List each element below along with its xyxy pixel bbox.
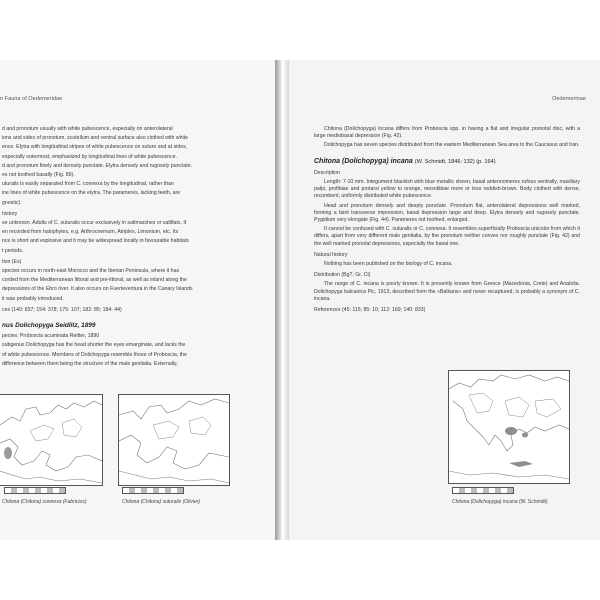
- map-outline-suturalis: [119, 395, 229, 485]
- left-line: difference between them being the structure of the male genitalia. Externally,: [2, 360, 178, 367]
- left-heading-natural-history: history: [2, 210, 18, 217]
- species-title-author: (W. Schmidt, 1846: 132) (p. 164): [414, 158, 496, 165]
- book-gutter: [275, 60, 289, 540]
- distribution-map-connexa: [0, 394, 103, 486]
- left-line: uturalis is easily separated from C. connexa by the longitudinal, rather than: [2, 181, 174, 188]
- left-line: ine lines of white pubescence on the elytra. The parameres, lacking teeth, are: [2, 190, 181, 197]
- left-line: d and pronotum finely and densely punctate. Elytra densely and rugosely punctate.: [2, 162, 193, 169]
- map-scale-bar: [122, 487, 184, 494]
- left-line: en recorded from halophytes, e.g. Arthrocnemum, Atriplex, Limonium, etc. Its: [2, 229, 179, 236]
- description-heading: Description: [314, 169, 340, 176]
- left-line: t periods.: [2, 247, 24, 254]
- right-column: [314, 126, 580, 316]
- left-line: gnostic).: [2, 199, 22, 206]
- right-intro-paragraph: Dolichopyga has seven species distributed from the eastern Mediterranean Sea area to the Caucasus and Iran.: [324, 142, 580, 149]
- caption-connexa: Chitona (Chitona) connexa (Fabricius): [2, 499, 87, 505]
- left-references: ces (140: 837; 154: 378; 175: 107; 182: 85; 184: 44): [2, 306, 122, 313]
- references-text: References (45: 115; 85: 10; 112: 169; 140: 833): [314, 307, 426, 314]
- map-scale-bar: [4, 487, 66, 494]
- left-line: ence. Elytra with longitudinal stripes of white pubescence on suture and at sides,: [2, 144, 188, 151]
- natural-history-text: Nothing has been published on the biology of C. incana.: [324, 261, 453, 268]
- left-line: es not toothed basally (Fig. 89).: [2, 172, 75, 179]
- distribution-text: The range of C. incana is poorly known. It is presently known from Greece (Macedonia, Crete) and Anatolia. Dolichopyga balcanica Pic, 1913, described form the «Balkans» and never recaptured, is probably a synonym of C. incana.: [314, 281, 580, 302]
- caption-incana-author: (W. Schmidt): [518, 499, 548, 505]
- description-paragraph: Head and pronotum densely and deeply punctate. Pronotum flat, anterolateral depressions well marked, forming a faint transverse impression, basal depression large and deep. Elytra densely and rugosely punctate. Pygidium very elongate (Fig. 44). Parameres not toothed, enlarged.: [314, 202, 580, 224]
- left-line: subgenus Dolichopyga has the head shorter the eyes emarginate, and lacks the: [2, 342, 186, 349]
- natural-history-heading: Natural history: [314, 251, 348, 258]
- left-running-head: n Fauna of Oedemeridae: [0, 96, 63, 102]
- left-line: corded from the Mediterranean littoral and pre-littoral, as well as inland along the: [2, 277, 187, 284]
- map-scale-bar: [452, 487, 514, 494]
- description-paragraph: Length: 7-10 mm. Integument blackish with blue metallic sheen, basal antennomeres rufous ventrally, maxillary palpi, profibiae and protarsi yellow to orange, mesotibiae more or less reddish-brown. Body clothed with dense, recumbent, uniformly distributed white pubescence.: [314, 179, 580, 200]
- caption-incana: [452, 499, 548, 505]
- map-outline-incana: [449, 371, 569, 483]
- caption-incana-name: Chitona (Dolichopyga) incana: [452, 499, 518, 505]
- left-line: d and pronotum usually with white pubescence, especially on anterolateral: [2, 126, 173, 132]
- caption-suturalis: Chitona (Chitona) suturalis (Olivier): [122, 499, 201, 505]
- species-title-name: Chitona (Dolichopyga) incana: [314, 157, 413, 165]
- description-paragraph: It cannot be confused with C. suturalis or C. connexa. It resembles superficially Proboscia unicolor from which it differs, apart from very different male genitalia, by the pronotum neither convex nor roughly punctate (Fig. 42) and the well marked pronotal depressions, especially the basal one.: [314, 226, 580, 247]
- distribution-map-incana: [448, 370, 570, 484]
- map-outline-connexa: [0, 395, 102, 485]
- left-line: nce is short and explosive and it may be widespread locally in favourable habitats: [2, 238, 189, 245]
- left-line: ions and sides of pronotum, scutellum and ventral surface also clothed with white: [2, 135, 188, 142]
- left-heading-distribution: tion (Es): [2, 258, 22, 265]
- distribution-map-suturalis: [118, 394, 230, 486]
- left-line: especially outermost, emphasized by longitudinal lines of white pubescence.: [2, 153, 178, 160]
- right-intro-paragraph: Chitona (Dolichopyga) incana differs from Proboscia spp. in having a flat and irregular pronotal disc, with a large mediobasal depression (Fig. 42).: [314, 126, 580, 140]
- distribution-heading: Distribution (Bg?, Gr, Ct): [314, 272, 371, 279]
- left-column: [2, 126, 264, 370]
- left-subgenus-title: nus Dolichopyga Seidlitz, 1899: [2, 322, 96, 330]
- left-line: of white pubescence. Members of Dolichopyga resemble those of Proboscia, the: [2, 351, 187, 358]
- left-line: depressions of the Ebro river. It also occurs on Fuerteventura in the Canary Islands: [2, 286, 193, 293]
- left-line: se unknown. Adults of C. suturalis occur exclusively in saltmarshes or saltflats. It: [2, 220, 187, 227]
- left-line: pecies: Proboscia acuminata Reitter, 1890: [2, 333, 100, 340]
- right-running-head: Oedemerinae: [552, 96, 586, 102]
- species-title: [314, 158, 580, 166]
- left-line: it was probably introduced.: [2, 295, 64, 302]
- left-line: species occurs in north-east Morocco and the Iberian Peninsula, where it has: [2, 268, 180, 275]
